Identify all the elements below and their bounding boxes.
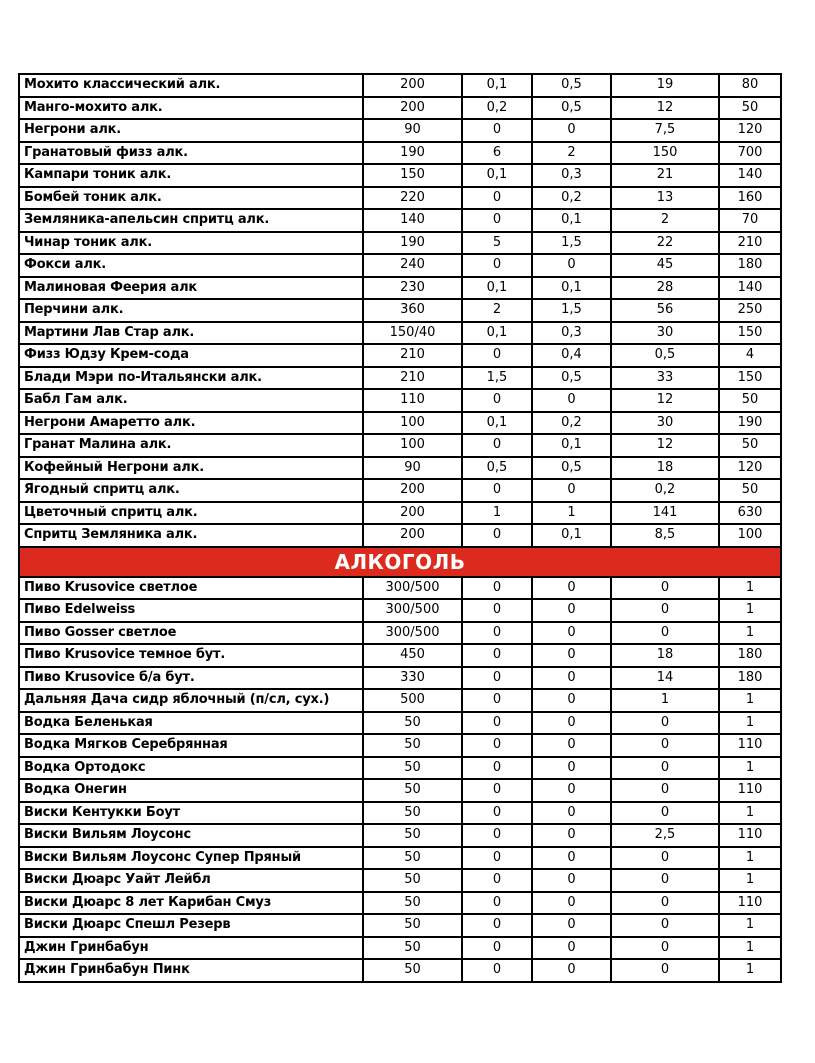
table-row bbox=[19, 209, 781, 232]
table-row bbox=[19, 142, 781, 165]
carbs-cell: 56 bbox=[611, 299, 719, 322]
kcal-cell: 110 bbox=[719, 734, 781, 757]
item-name: Дальняя Дача сидр яблочный (п/сл, сух.) bbox=[19, 689, 363, 712]
table-row bbox=[19, 689, 781, 712]
item-name: Земляника-апельсин спритц алк. bbox=[19, 209, 363, 232]
carbs-cell: 19 bbox=[611, 74, 719, 97]
table-row bbox=[19, 74, 781, 97]
carbs-cell: 0 bbox=[611, 892, 719, 915]
table-row bbox=[19, 757, 781, 780]
weight-cell: 50 bbox=[363, 734, 462, 757]
kcal-cell: 250 bbox=[719, 299, 781, 322]
protein-cell: 0,5 bbox=[462, 457, 532, 480]
section-title: АЛКОГОЛЬ bbox=[19, 547, 781, 577]
carbs-cell: 0 bbox=[611, 599, 719, 622]
protein-cell: 0 bbox=[462, 757, 532, 780]
item-name: Пиво Krusovice темное бут. bbox=[19, 644, 363, 667]
weight-cell: 300/500 bbox=[363, 577, 462, 600]
item-name: Фокси алк. bbox=[19, 254, 363, 277]
item-name: Кампари тоник алк. bbox=[19, 164, 363, 187]
item-name: Виски Дюарс 8 лет Карибан Смуз bbox=[19, 892, 363, 915]
carbs-cell: 0 bbox=[611, 779, 719, 802]
nutrition-sheet bbox=[18, 73, 780, 983]
protein-cell: 0,1 bbox=[462, 277, 532, 300]
weight-cell: 190 bbox=[363, 232, 462, 255]
carbs-cell: 28 bbox=[611, 277, 719, 300]
fat-cell: 0 bbox=[532, 119, 611, 142]
weight-cell: 50 bbox=[363, 779, 462, 802]
weight-cell: 50 bbox=[363, 712, 462, 735]
item-name: Виски Вильям Лоусонс bbox=[19, 824, 363, 847]
carbs-cell: 13 bbox=[611, 187, 719, 210]
table-row bbox=[19, 412, 781, 435]
kcal-cell: 140 bbox=[719, 164, 781, 187]
weight-cell: 300/500 bbox=[363, 622, 462, 645]
protein-cell: 0 bbox=[462, 209, 532, 232]
weight-cell: 50 bbox=[363, 892, 462, 915]
weight-cell: 50 bbox=[363, 937, 462, 960]
item-name: Джин Гринбабун bbox=[19, 937, 363, 960]
kcal-cell: 120 bbox=[719, 457, 781, 480]
table-row bbox=[19, 299, 781, 322]
protein-cell: 0 bbox=[462, 434, 532, 457]
table-row bbox=[19, 577, 781, 600]
item-name: Пиво Gosser светлое bbox=[19, 622, 363, 645]
weight-cell: 190 bbox=[363, 142, 462, 165]
item-name: Малиновая Феерия алк bbox=[19, 277, 363, 300]
carbs-cell: 18 bbox=[611, 644, 719, 667]
fat-cell: 0 bbox=[532, 712, 611, 735]
weight-cell: 50 bbox=[363, 824, 462, 847]
table-row bbox=[19, 914, 781, 937]
table-row bbox=[19, 232, 781, 255]
item-name: Джин Гринбабун Пинк bbox=[19, 959, 363, 982]
item-name: Водка Ортодокс bbox=[19, 757, 363, 780]
protein-cell: 0 bbox=[462, 599, 532, 622]
table-row bbox=[19, 277, 781, 300]
fat-cell: 0 bbox=[532, 667, 611, 690]
table-row bbox=[19, 622, 781, 645]
weight-cell: 450 bbox=[363, 644, 462, 667]
carbs-cell: 22 bbox=[611, 232, 719, 255]
fat-cell: 0,1 bbox=[532, 434, 611, 457]
kcal-cell: 4 bbox=[719, 344, 781, 367]
weight-cell: 90 bbox=[363, 457, 462, 480]
carbs-cell: 18 bbox=[611, 457, 719, 480]
carbs-cell: 0 bbox=[611, 847, 719, 870]
carbs-cell: 12 bbox=[611, 389, 719, 412]
table-section-cocktails bbox=[19, 74, 781, 547]
item-name: Пиво Krusovice светлое bbox=[19, 577, 363, 600]
carbs-cell: 2 bbox=[611, 209, 719, 232]
table-row bbox=[19, 937, 781, 960]
carbs-cell: 8,5 bbox=[611, 524, 719, 547]
protein-cell: 0,2 bbox=[462, 97, 532, 120]
fat-cell: 0,2 bbox=[532, 412, 611, 435]
table-row bbox=[19, 254, 781, 277]
fat-cell: 0 bbox=[532, 254, 611, 277]
carbs-cell: 0 bbox=[611, 577, 719, 600]
kcal-cell: 180 bbox=[719, 644, 781, 667]
fat-cell: 0,5 bbox=[532, 367, 611, 390]
kcal-cell: 630 bbox=[719, 502, 781, 525]
item-name: Мартини Лав Стар алк. bbox=[19, 322, 363, 345]
item-name: Гранатовый физз алк. bbox=[19, 142, 363, 165]
carbs-cell: 0 bbox=[611, 802, 719, 825]
table-row bbox=[19, 599, 781, 622]
item-name: Негрони алк. bbox=[19, 119, 363, 142]
table-row bbox=[19, 457, 781, 480]
fat-cell: 0,3 bbox=[532, 164, 611, 187]
fat-cell: 0,5 bbox=[532, 97, 611, 120]
kcal-cell: 190 bbox=[719, 412, 781, 435]
protein-cell: 0 bbox=[462, 914, 532, 937]
carbs-cell: 0 bbox=[611, 914, 719, 937]
kcal-cell: 700 bbox=[719, 142, 781, 165]
table-row bbox=[19, 824, 781, 847]
fat-cell: 0,1 bbox=[532, 277, 611, 300]
item-name: Негрони Амаретто алк. bbox=[19, 412, 363, 435]
protein-cell: 5 bbox=[462, 232, 532, 255]
fat-cell: 0 bbox=[532, 847, 611, 870]
fat-cell: 0 bbox=[532, 599, 611, 622]
item-name: Гранат Малина алк. bbox=[19, 434, 363, 457]
fat-cell: 0 bbox=[532, 577, 611, 600]
kcal-cell: 1 bbox=[719, 712, 781, 735]
kcal-cell: 1 bbox=[719, 959, 781, 982]
nutrition-table bbox=[18, 73, 782, 983]
weight-cell: 200 bbox=[363, 97, 462, 120]
table-row bbox=[19, 344, 781, 367]
item-name: Спритц Земляника алк. bbox=[19, 524, 363, 547]
item-name: Чинар тоник алк. bbox=[19, 232, 363, 255]
protein-cell: 0 bbox=[462, 254, 532, 277]
carbs-cell: 33 bbox=[611, 367, 719, 390]
fat-cell: 0,5 bbox=[532, 457, 611, 480]
fat-cell: 0,1 bbox=[532, 524, 611, 547]
weight-cell: 50 bbox=[363, 914, 462, 937]
kcal-cell: 1 bbox=[719, 869, 781, 892]
table-row bbox=[19, 847, 781, 870]
protein-cell: 0 bbox=[462, 712, 532, 735]
section-header-row bbox=[19, 547, 781, 577]
protein-cell: 0 bbox=[462, 622, 532, 645]
weight-cell: 110 bbox=[363, 389, 462, 412]
table-row bbox=[19, 187, 781, 210]
protein-cell: 0 bbox=[462, 644, 532, 667]
fat-cell: 0 bbox=[532, 937, 611, 960]
kcal-cell: 1 bbox=[719, 757, 781, 780]
carbs-cell: 0 bbox=[611, 712, 719, 735]
fat-cell: 0 bbox=[532, 779, 611, 802]
kcal-cell: 1 bbox=[719, 914, 781, 937]
protein-cell: 0 bbox=[462, 479, 532, 502]
weight-cell: 360 bbox=[363, 299, 462, 322]
item-name: Водка Мягков Серебрянная bbox=[19, 734, 363, 757]
weight-cell: 500 bbox=[363, 689, 462, 712]
protein-cell: 0 bbox=[462, 524, 532, 547]
carbs-cell: 45 bbox=[611, 254, 719, 277]
kcal-cell: 120 bbox=[719, 119, 781, 142]
protein-cell: 0 bbox=[462, 892, 532, 915]
item-name: Манго-мохито алк. bbox=[19, 97, 363, 120]
item-name: Бабл Гам алк. bbox=[19, 389, 363, 412]
weight-cell: 200 bbox=[363, 502, 462, 525]
table-row bbox=[19, 644, 781, 667]
protein-cell: 0 bbox=[462, 119, 532, 142]
protein-cell: 2 bbox=[462, 299, 532, 322]
item-name: Виски Вильям Лоусонс Супер Пряный bbox=[19, 847, 363, 870]
table-row bbox=[19, 712, 781, 735]
table-row bbox=[19, 779, 781, 802]
carbs-cell: 30 bbox=[611, 322, 719, 345]
table-row bbox=[19, 434, 781, 457]
carbs-cell: 30 bbox=[611, 412, 719, 435]
kcal-cell: 1 bbox=[719, 599, 781, 622]
protein-cell: 0 bbox=[462, 824, 532, 847]
carbs-cell: 2,5 bbox=[611, 824, 719, 847]
protein-cell: 0 bbox=[462, 734, 532, 757]
item-name: Блади Мэри по-Итальянски алк. bbox=[19, 367, 363, 390]
protein-cell: 0 bbox=[462, 187, 532, 210]
fat-cell: 0 bbox=[532, 622, 611, 645]
kcal-cell: 110 bbox=[719, 892, 781, 915]
weight-cell: 240 bbox=[363, 254, 462, 277]
kcal-cell: 1 bbox=[719, 847, 781, 870]
item-name: Виски Кентукки Боут bbox=[19, 802, 363, 825]
kcal-cell: 180 bbox=[719, 667, 781, 690]
weight-cell: 200 bbox=[363, 524, 462, 547]
carbs-cell: 0 bbox=[611, 937, 719, 960]
weight-cell: 230 bbox=[363, 277, 462, 300]
fat-cell: 0,4 bbox=[532, 344, 611, 367]
protein-cell: 0,1 bbox=[462, 322, 532, 345]
fat-cell: 0 bbox=[532, 389, 611, 412]
carbs-cell: 21 bbox=[611, 164, 719, 187]
protein-cell: 1 bbox=[462, 502, 532, 525]
kcal-cell: 1 bbox=[719, 937, 781, 960]
weight-cell: 200 bbox=[363, 479, 462, 502]
table-row bbox=[19, 734, 781, 757]
protein-cell: 0 bbox=[462, 959, 532, 982]
carbs-cell: 0,5 bbox=[611, 344, 719, 367]
protein-cell: 0 bbox=[462, 802, 532, 825]
weight-cell: 140 bbox=[363, 209, 462, 232]
protein-cell: 1,5 bbox=[462, 367, 532, 390]
table-row bbox=[19, 892, 781, 915]
kcal-cell: 180 bbox=[719, 254, 781, 277]
weight-cell: 50 bbox=[363, 757, 462, 780]
carbs-cell: 1 bbox=[611, 689, 719, 712]
carbs-cell: 150 bbox=[611, 142, 719, 165]
kcal-cell: 1 bbox=[719, 802, 781, 825]
carbs-cell: 141 bbox=[611, 502, 719, 525]
fat-cell: 0 bbox=[532, 689, 611, 712]
item-name: Перчини алк. bbox=[19, 299, 363, 322]
item-name: Ягодный спритц алк. bbox=[19, 479, 363, 502]
fat-cell: 1,5 bbox=[532, 299, 611, 322]
item-name: Цветочный спритц алк. bbox=[19, 502, 363, 525]
fat-cell: 0 bbox=[532, 734, 611, 757]
kcal-cell: 150 bbox=[719, 367, 781, 390]
protein-cell: 0 bbox=[462, 667, 532, 690]
weight-cell: 300/500 bbox=[363, 599, 462, 622]
weight-cell: 50 bbox=[363, 802, 462, 825]
fat-cell: 1,5 bbox=[532, 232, 611, 255]
kcal-cell: 1 bbox=[719, 577, 781, 600]
kcal-cell: 140 bbox=[719, 277, 781, 300]
kcal-cell: 110 bbox=[719, 824, 781, 847]
fat-cell: 0 bbox=[532, 892, 611, 915]
fat-cell: 0 bbox=[532, 914, 611, 937]
carbs-cell: 12 bbox=[611, 434, 719, 457]
weight-cell: 50 bbox=[363, 869, 462, 892]
item-name: Виски Дюарс Уайт Лейбл bbox=[19, 869, 363, 892]
weight-cell: 150 bbox=[363, 164, 462, 187]
table-section-header bbox=[19, 547, 781, 577]
weight-cell: 330 bbox=[363, 667, 462, 690]
fat-cell: 0 bbox=[532, 644, 611, 667]
table-row bbox=[19, 322, 781, 345]
protein-cell: 0,1 bbox=[462, 412, 532, 435]
item-name: Пиво Krusovice б/а бут. bbox=[19, 667, 363, 690]
protein-cell: 0 bbox=[462, 869, 532, 892]
carbs-cell: 0 bbox=[611, 757, 719, 780]
weight-cell: 220 bbox=[363, 187, 462, 210]
carbs-cell: 0 bbox=[611, 959, 719, 982]
carbs-cell: 0 bbox=[611, 734, 719, 757]
table-row bbox=[19, 524, 781, 547]
kcal-cell: 50 bbox=[719, 389, 781, 412]
table-row bbox=[19, 502, 781, 525]
table-row bbox=[19, 367, 781, 390]
carbs-cell: 14 bbox=[611, 667, 719, 690]
item-name: Пиво Edelweiss bbox=[19, 599, 363, 622]
item-name: Бомбей тоник алк. bbox=[19, 187, 363, 210]
item-name: Водка Онегин bbox=[19, 779, 363, 802]
kcal-cell: 210 bbox=[719, 232, 781, 255]
table-row bbox=[19, 959, 781, 982]
fat-cell: 0,2 bbox=[532, 187, 611, 210]
carbs-cell: 0 bbox=[611, 622, 719, 645]
kcal-cell: 1 bbox=[719, 689, 781, 712]
fat-cell: 0,1 bbox=[532, 209, 611, 232]
carbs-cell: 12 bbox=[611, 97, 719, 120]
weight-cell: 200 bbox=[363, 74, 462, 97]
weight-cell: 90 bbox=[363, 119, 462, 142]
weight-cell: 100 bbox=[363, 434, 462, 457]
protein-cell: 0 bbox=[462, 577, 532, 600]
kcal-cell: 50 bbox=[719, 97, 781, 120]
kcal-cell: 160 bbox=[719, 187, 781, 210]
weight-cell: 210 bbox=[363, 367, 462, 390]
table-row bbox=[19, 389, 781, 412]
weight-cell: 100 bbox=[363, 412, 462, 435]
fat-cell: 0 bbox=[532, 869, 611, 892]
carbs-cell: 0 bbox=[611, 869, 719, 892]
fat-cell: 0 bbox=[532, 959, 611, 982]
protein-cell: 0 bbox=[462, 937, 532, 960]
fat-cell: 0 bbox=[532, 479, 611, 502]
fat-cell: 0,5 bbox=[532, 74, 611, 97]
item-name: Мохито классический алк. bbox=[19, 74, 363, 97]
fat-cell: 0,3 bbox=[532, 322, 611, 345]
protein-cell: 6 bbox=[462, 142, 532, 165]
weight-cell: 210 bbox=[363, 344, 462, 367]
table-row bbox=[19, 802, 781, 825]
table-row bbox=[19, 164, 781, 187]
kcal-cell: 50 bbox=[719, 479, 781, 502]
item-name: Кофейный Негрони алк. bbox=[19, 457, 363, 480]
protein-cell: 0 bbox=[462, 344, 532, 367]
kcal-cell: 100 bbox=[719, 524, 781, 547]
table-section-alcohol bbox=[19, 577, 781, 982]
fat-cell: 2 bbox=[532, 142, 611, 165]
item-name: Виски Дюарс Спешл Резерв bbox=[19, 914, 363, 937]
table-row bbox=[19, 869, 781, 892]
item-name: Водка Беленькая bbox=[19, 712, 363, 735]
protein-cell: 0 bbox=[462, 847, 532, 870]
fat-cell: 0 bbox=[532, 757, 611, 780]
fat-cell: 0 bbox=[532, 802, 611, 825]
carbs-cell: 7,5 bbox=[611, 119, 719, 142]
fat-cell: 0 bbox=[532, 824, 611, 847]
table-row bbox=[19, 479, 781, 502]
weight-cell: 150/40 bbox=[363, 322, 462, 345]
weight-cell: 50 bbox=[363, 959, 462, 982]
kcal-cell: 110 bbox=[719, 779, 781, 802]
kcal-cell: 70 bbox=[719, 209, 781, 232]
protein-cell: 0,1 bbox=[462, 164, 532, 187]
kcal-cell: 1 bbox=[719, 622, 781, 645]
kcal-cell: 50 bbox=[719, 434, 781, 457]
kcal-cell: 150 bbox=[719, 322, 781, 345]
carbs-cell: 0,2 bbox=[611, 479, 719, 502]
protein-cell: 0 bbox=[462, 689, 532, 712]
item-name: Физз Юдзу Крем-сода bbox=[19, 344, 363, 367]
protein-cell: 0 bbox=[462, 389, 532, 412]
protein-cell: 0,1 bbox=[462, 74, 532, 97]
protein-cell: 0 bbox=[462, 779, 532, 802]
fat-cell: 1 bbox=[532, 502, 611, 525]
table-row bbox=[19, 119, 781, 142]
table-row bbox=[19, 667, 781, 690]
weight-cell: 50 bbox=[363, 847, 462, 870]
table-row bbox=[19, 97, 781, 120]
kcal-cell: 80 bbox=[719, 74, 781, 97]
